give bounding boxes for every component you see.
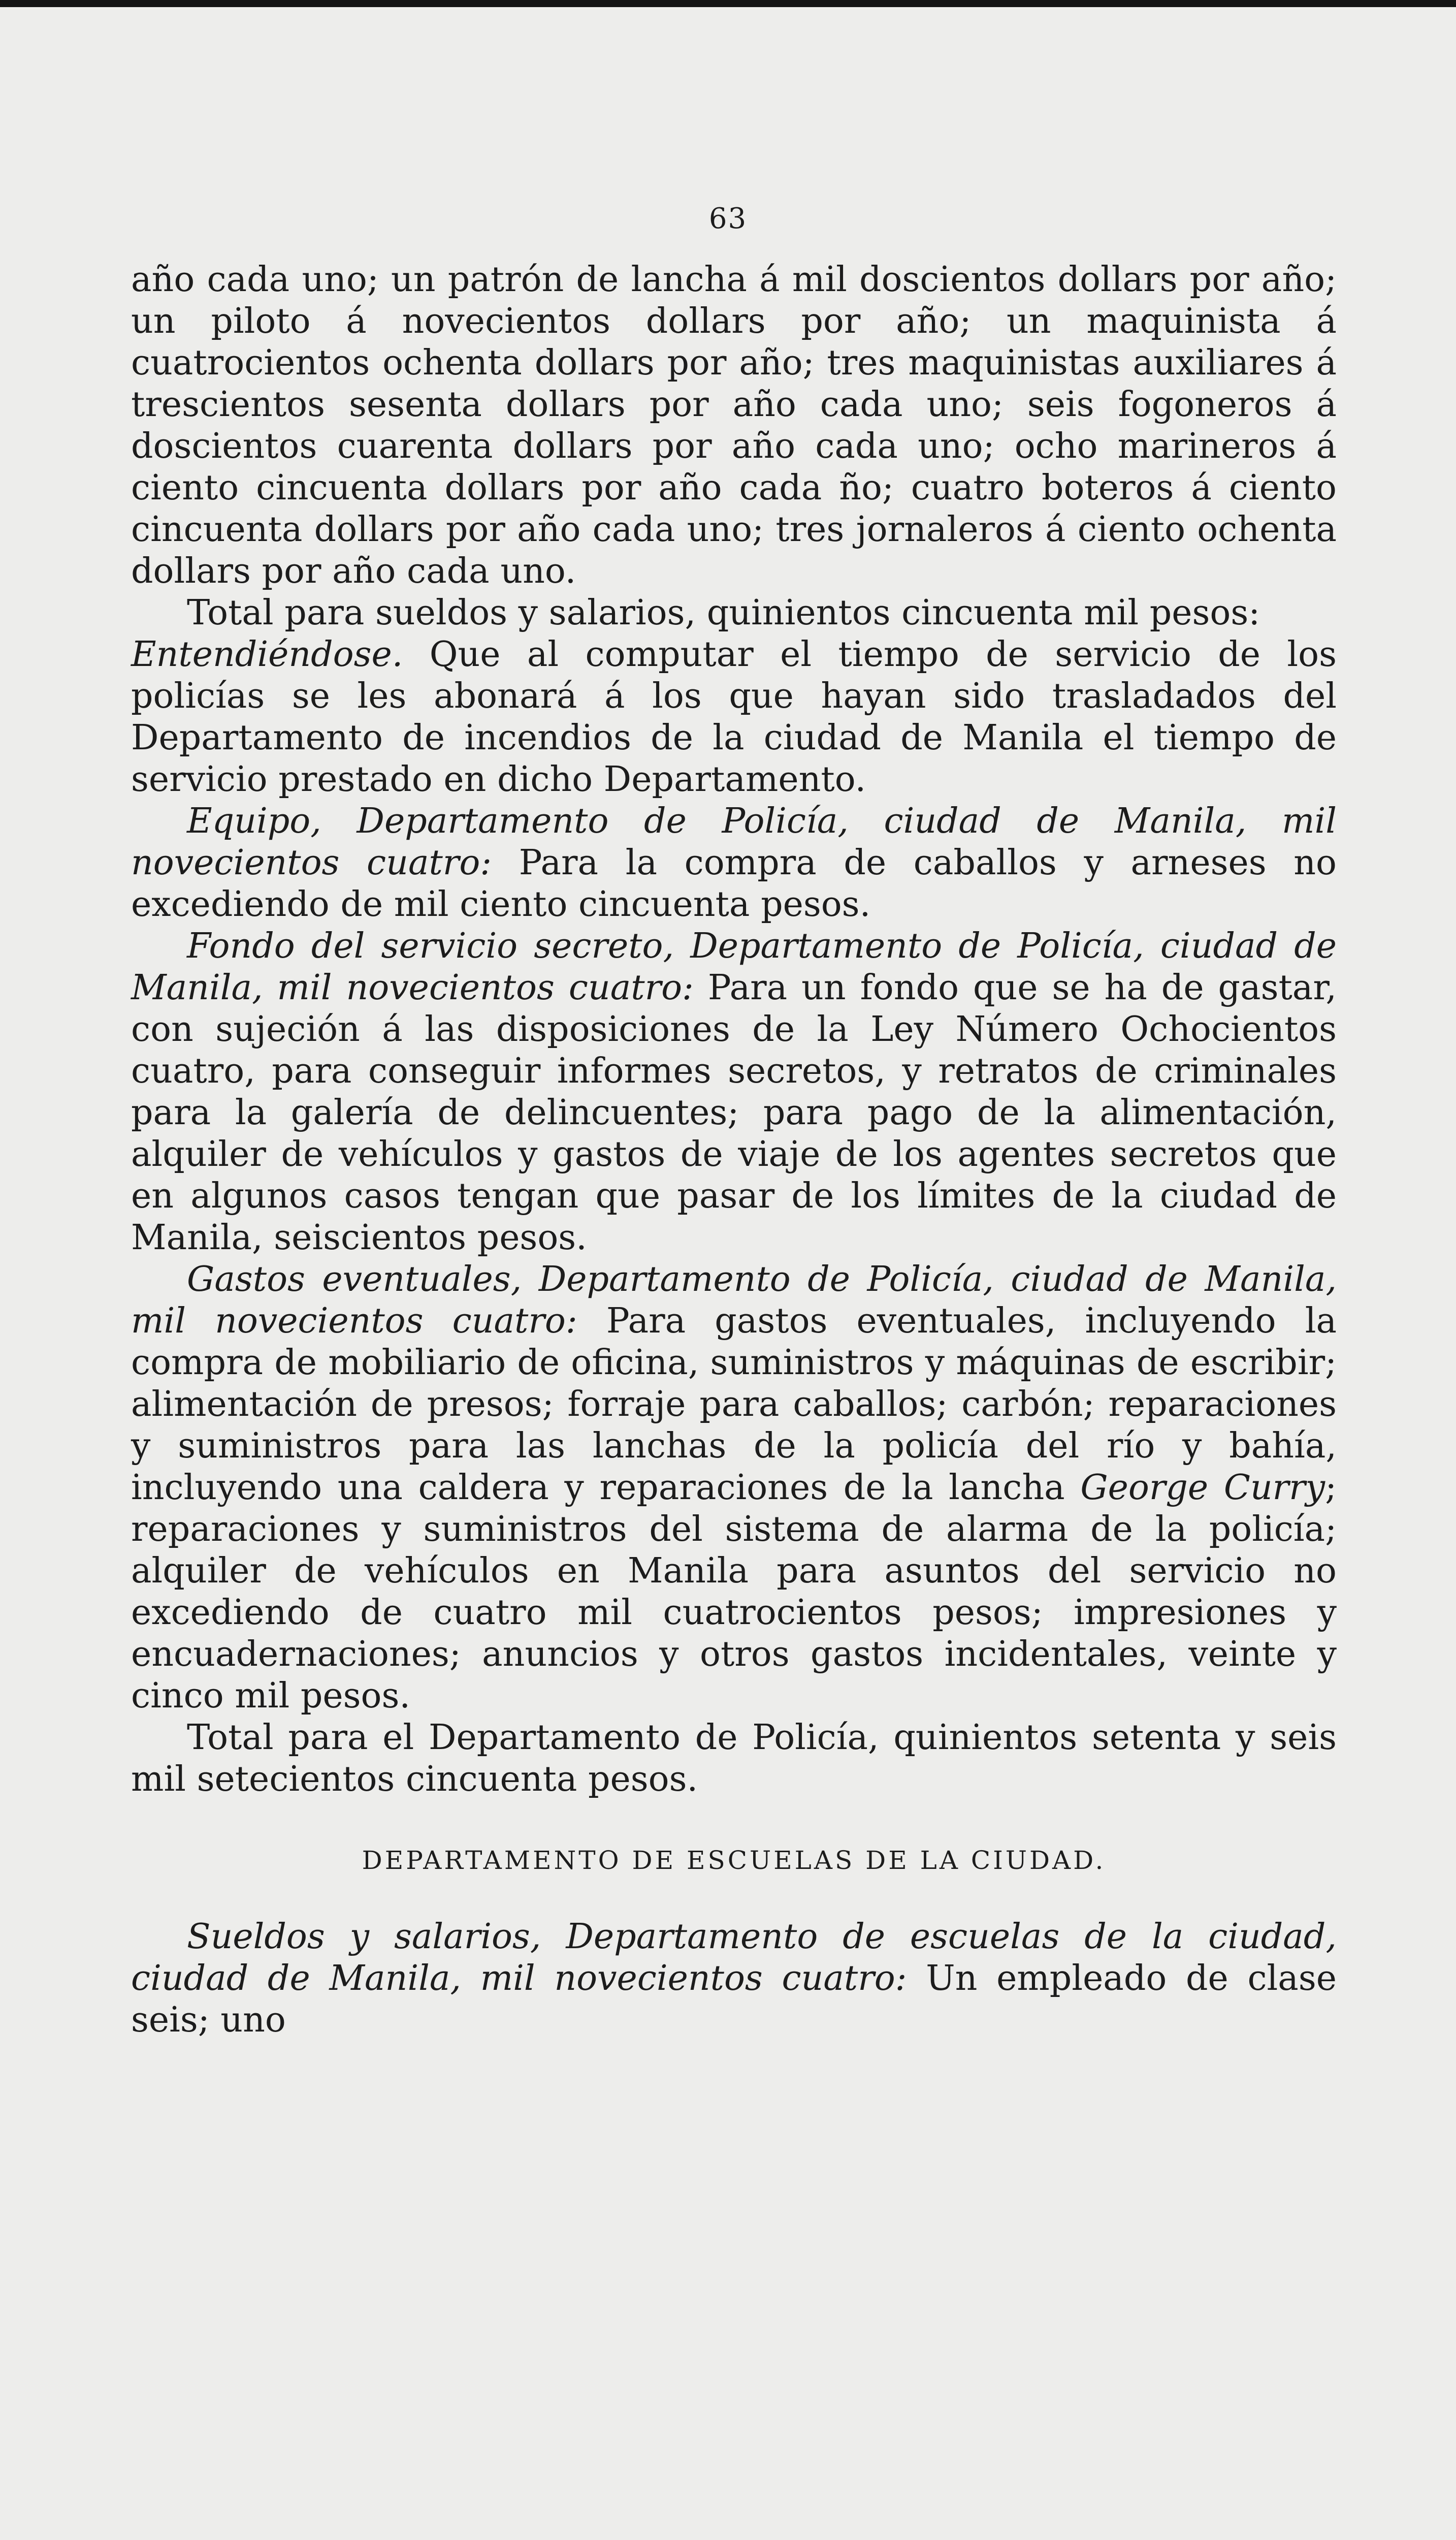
section-heading: DEPARTAMENTO DE ESCUELAS DE LA CIUDAD.	[362, 1846, 1106, 1875]
paragraph-4	[131, 801, 1337, 926]
paragraph-6-text-end: ; reparaciones y suministros del sistema de alarma de la policía; alquiler de vehículos en Manila para asuntos del servicio no excediendo de cuatro mil cuatrocientos pesos; impresiones y encuadernaciones; anuncios y otros gastos incidentales, veinte y cinco mil pesos.	[131, 1468, 1337, 1716]
paragraph-4-italic: Equipo, Departamento de Policía, ciudad de Manila, mil novecientos cuatro:	[131, 801, 1337, 883]
paragraph-6	[131, 1259, 1337, 1717]
paragraph-5-text: Para un fondo que se ha de gastar, con sujeción á las disposiciones de la Ley Número Ochocientos cuatro, para conseguir informes secretos, y retratos de criminales para la galería de delincuentes; para pago de la alimentación, alquiler de vehículos y gastos de viaje de los agentes secretos que en algunos casos tengan que pasar de los límites de la ciudad de Manila, seiscientos pesos.	[131, 968, 1337, 1258]
paragraph-3-text: Que al computar el tiempo de servicio de los policías se les abonará á los que hayan sido trasladados del Departamento de incendios de la ciudad de Manila el tiempo de servicio prestado en dicho Departamento.	[131, 634, 1337, 800]
paragraph-5-italic: Fondo del servicio secreto, Departamento de Policía, ciudad de Manila, mil novecientos cuatro:	[131, 926, 1337, 1008]
paragraph-1	[131, 259, 1337, 592]
paragraph-6-italic-vessel: George Curry	[1080, 1468, 1325, 1508]
final-paragraph-text: Un empleado de clase seis; uno	[131, 1958, 1337, 2040]
paragraph-4-text: Para la compra de caballos y arneses no excediendo de mil ciento cincuenta pesos.	[131, 843, 1337, 925]
final-paragraph-italic: Sueldos y salarios, Departamento de escuelas de la ciudad, ciudad de Manila, mil novecientos cuatro:	[131, 1917, 1337, 1998]
page-number: 63	[708, 202, 748, 235]
paragraph-3-italic: Entendiéndose.	[131, 634, 403, 675]
paragraph-1-text: año cada uno; un patrón de lancha á mil doscientos dollars por año; un piloto á novecientos dollars por año; un maquinista á cuatrocientos ochenta dollars por año; tres maquinistas auxiliares á trescientos sesenta dollars por año cada uno; seis fogoneros á doscientos cuarenta dollars por año cada uno; ocho marineros á ciento cincuenta dollars por año cada ño; cuatro boteros á ciento cincuenta dollars por año cada uno; tres jornaleros á ciento ochenta dollars por año cada uno.	[131, 260, 1337, 591]
paragraph-7	[131, 1717, 1337, 1800]
paragraph-2-text: Total para sueldos y salarios, quinientos cincuenta mil pesos:	[187, 593, 1260, 633]
paragraph-7-text: Total para el Departamento de Policía, quinientos setenta y seis mil setecientos cincuenta pesos.	[131, 1718, 1337, 1799]
paragraph-6-text: Para gastos eventuales, incluyendo la compra de mobiliario de oficina, suministros y máquinas de escribir; alimentación de presos; forraje para caballos; carbón; reparaciones y suministros para las lanchas de la policía del río y bahía, incluyendo una caldera y reparaciones de la lancha	[131, 1301, 1337, 1508]
scan-edge-top	[0, 0, 1456, 7]
body-text	[131, 259, 1337, 2041]
paragraph-3	[131, 634, 1337, 801]
final-paragraph	[131, 1916, 1337, 2041]
paragraph-2	[131, 592, 1337, 634]
paragraph-5	[131, 926, 1337, 1259]
paragraph-6-italic: Gastos eventuales, Departamento de Policía, ciudad de Manila, mil novecientos cuatro:	[131, 1259, 1337, 1341]
